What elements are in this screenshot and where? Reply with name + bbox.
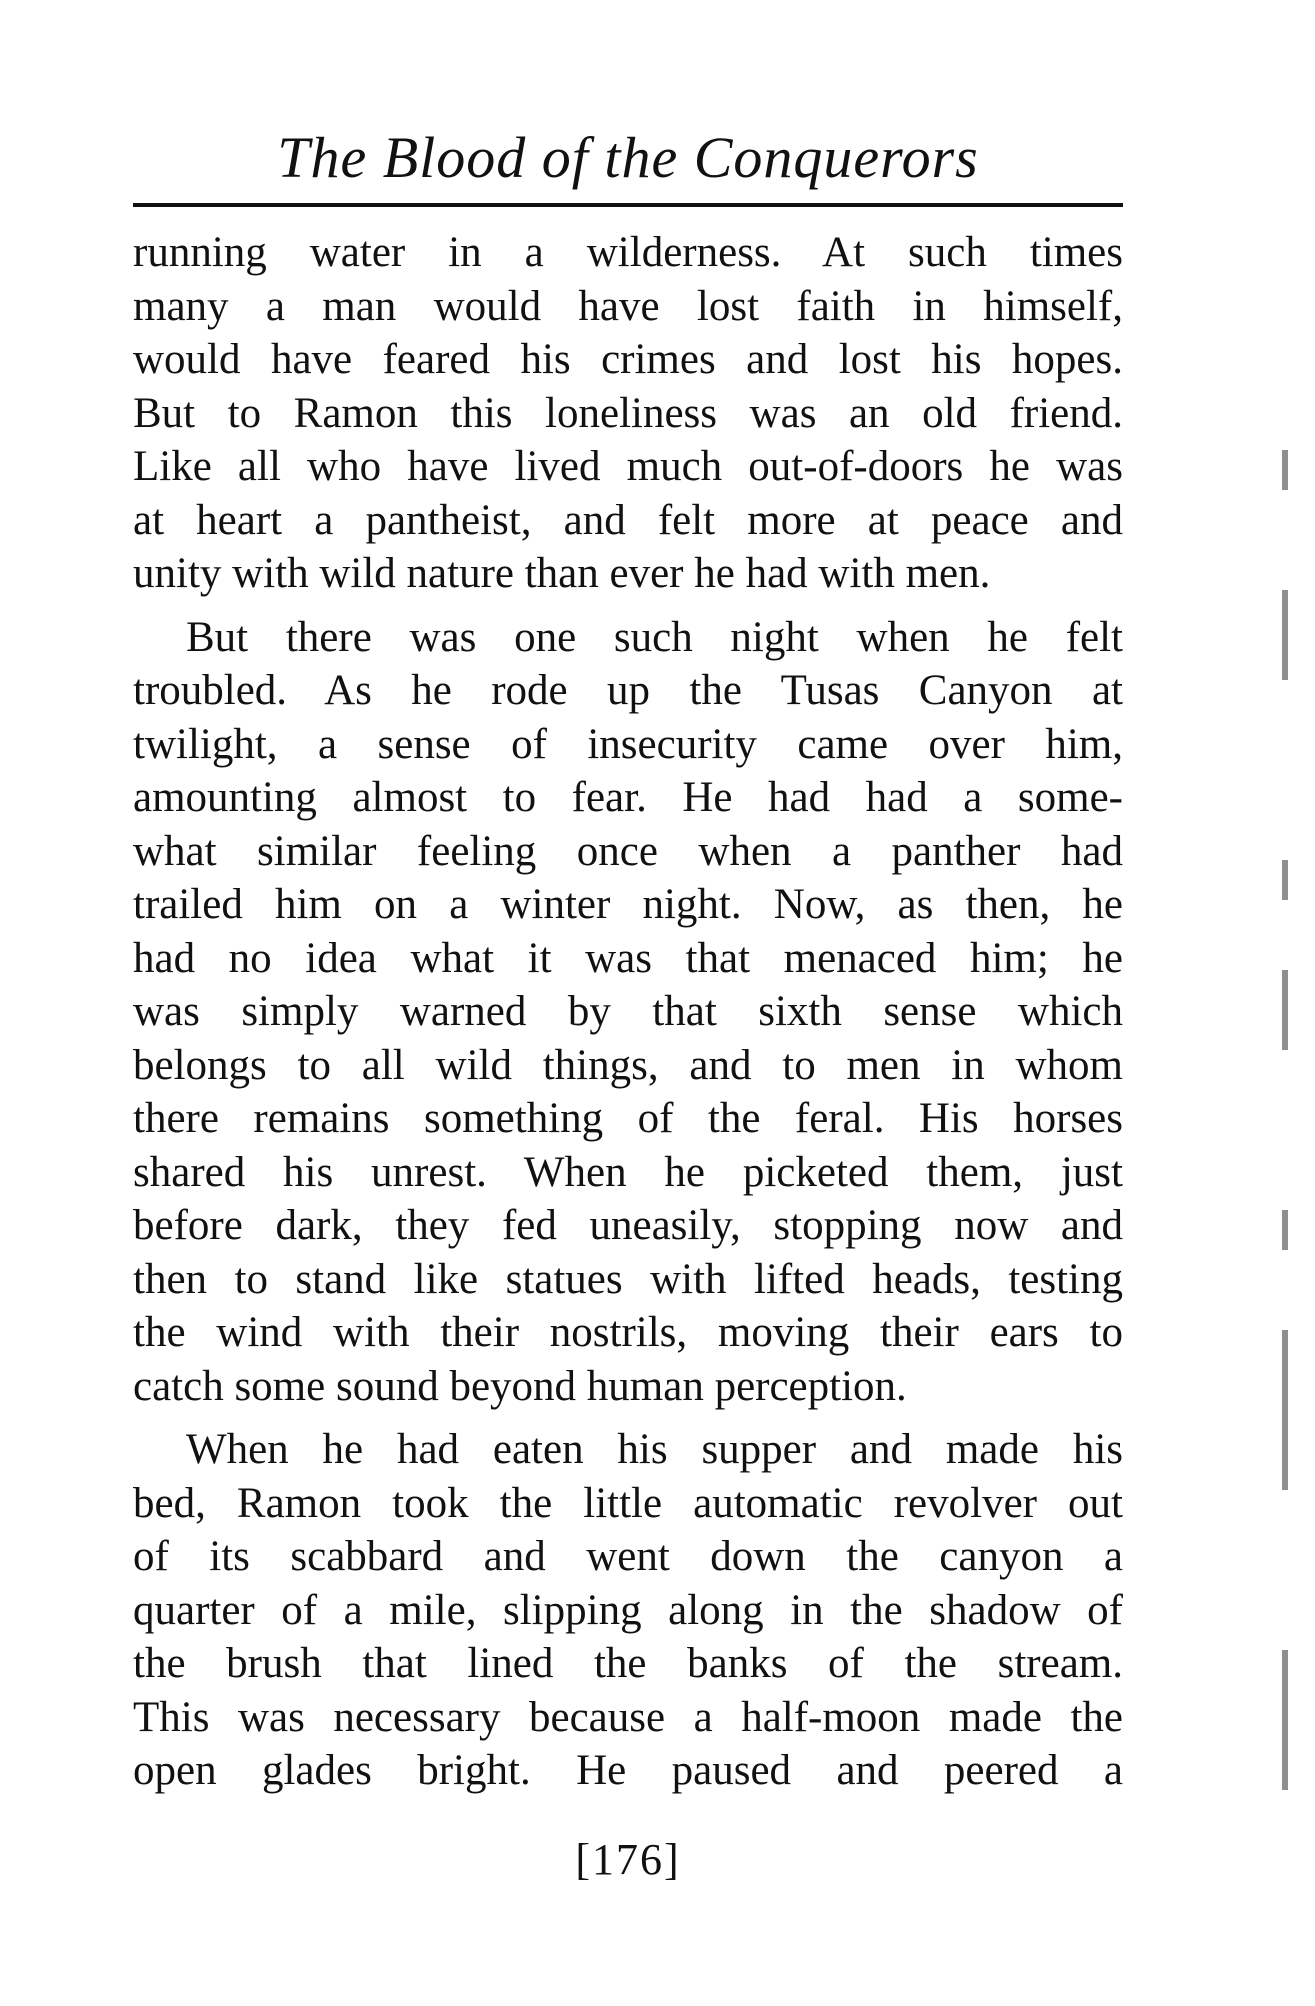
text-line: When he had eaten his supper and made his bbox=[186, 1426, 1123, 1473]
text-line: twilight, a sense of insecurity came over him, bbox=[133, 720, 1123, 768]
text-line: open glades bright. He paused and peered a bbox=[133, 1747, 1123, 1794]
text-line: But there was one such night when he felt bbox=[186, 613, 1123, 661]
text-line: many a man would have lost faith in himself, bbox=[133, 282, 1123, 330]
page-number: [176] bbox=[575, 1835, 681, 1884]
text-line: trailed him on a winter night. Now, as then, he bbox=[133, 881, 1123, 928]
paragraph-gap bbox=[133, 1413, 1123, 1423]
text-line: at heart a pantheist, and felt more at peace and bbox=[133, 496, 1123, 544]
text-line: shared his unrest. When he picketed them, just bbox=[133, 1148, 1123, 1196]
text-line: had no idea what it was that menaced him; he bbox=[133, 934, 1123, 982]
text-line: was simply warned by that sixth sense which bbox=[133, 988, 1123, 1035]
text-line: before dark, they fed uneasily, stopping now and bbox=[133, 1202, 1123, 1249]
text-line: of its scabbard and went down the canyon a bbox=[133, 1533, 1123, 1580]
text-line: This was necessary because a half-moon made the bbox=[133, 1693, 1123, 1741]
text-line: belongs to all wild things, and to men in whom bbox=[133, 1041, 1123, 1089]
text-line: amounting almost to fear. He had had a some- bbox=[133, 774, 1123, 821]
scan-edge-shadow bbox=[1282, 430, 1292, 2000]
text-line: But to Ramon this loneliness was an old friend. bbox=[133, 389, 1123, 437]
text-line: running water in a wilderness. At such times bbox=[133, 229, 1123, 276]
text-line: there remains something of the feral. His horses bbox=[133, 1095, 1123, 1142]
text-line: catch some sound beyond human perception. bbox=[133, 1362, 907, 1410]
paragraph-gap bbox=[133, 601, 1123, 611]
text-line: bed, Ramon took the little automatic revolver out bbox=[133, 1479, 1123, 1527]
text-line: the brush that lined the banks of the stream. bbox=[133, 1640, 1123, 1687]
body-text bbox=[133, 226, 1123, 1798]
text-line: what similar feeling once when a panther had bbox=[133, 827, 1123, 875]
text-line: then to stand like statues with lifted heads, testing bbox=[133, 1255, 1123, 1303]
text-line: the wind with their nostrils, moving their ears to bbox=[133, 1309, 1123, 1356]
header-rule bbox=[133, 203, 1123, 207]
text-line: troubled. As he rode up the Tusas Canyon at bbox=[133, 667, 1123, 714]
text-line: unity with wild nature than ever he had with men. bbox=[133, 550, 991, 597]
running-head: The Blood of the Conquerors bbox=[277, 125, 979, 190]
text-line: Like all who have lived much out-of-doors he was bbox=[133, 443, 1123, 490]
text-line: would have feared his crimes and lost his hopes. bbox=[133, 336, 1123, 383]
text-line: quarter of a mile, slipping along in the shadow of bbox=[133, 1586, 1123, 1634]
